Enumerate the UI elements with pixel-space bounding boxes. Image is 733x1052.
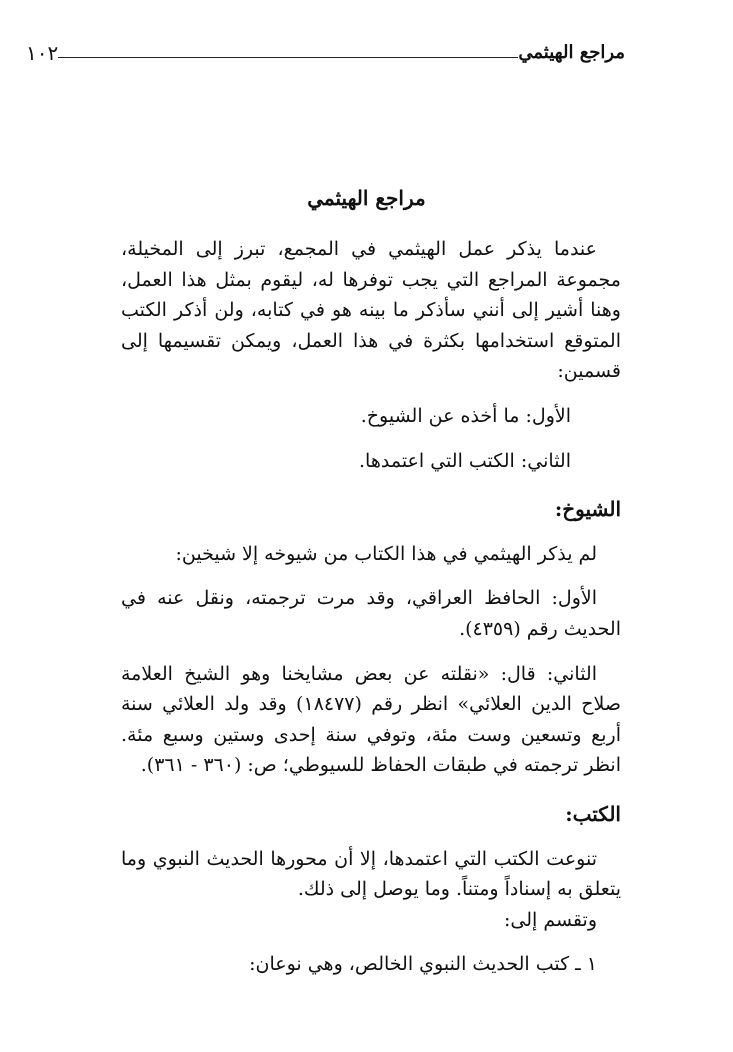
division-line: وتقسم إلى: [503,908,597,931]
sheikhs-heading: الشيوخ: [554,497,621,522]
sheikhs-intro: لم يذكر الهيثمي في هذا الكتاب من شيوخه إلا شيخين: [175,542,597,565]
first-division: الأول: ما أخذه عن الشيوخ. [360,404,571,427]
intro-paragraph: عندما يذكر عمل الهيثمي في المجمع، تبرز إلى المخيلة، مجموعة المراجع التي يجب توفرها له، ليقوم بمثل هذا العمل، وهنا أشير إلى أنني سأذكر ما بينه هو في كتابه، ولن أذكر الكتب المتوقع استخدامها بكثرة في هذا العمل، ويمكن تقسيمها إلى قسمين: [121,238,621,383]
books-intro: تنوعت الكتب التي اعتمدها، إلا أن محورها الحديث النبوي وما يتعلق به إسناداً ومتناً. وما يوصل إلى ذلك. [121,847,621,901]
body-text [121,234,621,980]
page-number: ١٠٢ [26,41,59,65]
running-header [22,30,631,64]
running-title: مراجع الهيثمي [518,42,625,63]
books-heading: الكتب: [565,801,621,826]
sheikh-second-paragraph: الثاني: قال: «نقلته عن بعض مشايخنا وهو الشيخ العلامة صلاح الدين العلائي» انظر رقم (١٨٤٧٧) وقد ولد العلائي سنة أربع وتسعين وست مئة، وتوفي سنة إحدى وستين وسبع مئة. انظر ترجمته في طبقات الحفاظ للسيوطي؛ ص: (٣٦٠ - ٣٦١). [121,662,622,777]
list-item-one: ١ ـ كتب الحديث النبوي الخالص، وهي نوعان: [249,953,597,976]
second-division: الثاني: الكتب التي اعتمدها. [359,449,571,472]
section-title: مراجع الهيثمي [307,186,426,210]
sheikh-first-paragraph: الأول: الحافظ العراقي، وقد مرت ترجمته، ونقل عنه في الحديث رقم (٤٣٥٩). [121,587,621,640]
header-rule [58,57,518,58]
